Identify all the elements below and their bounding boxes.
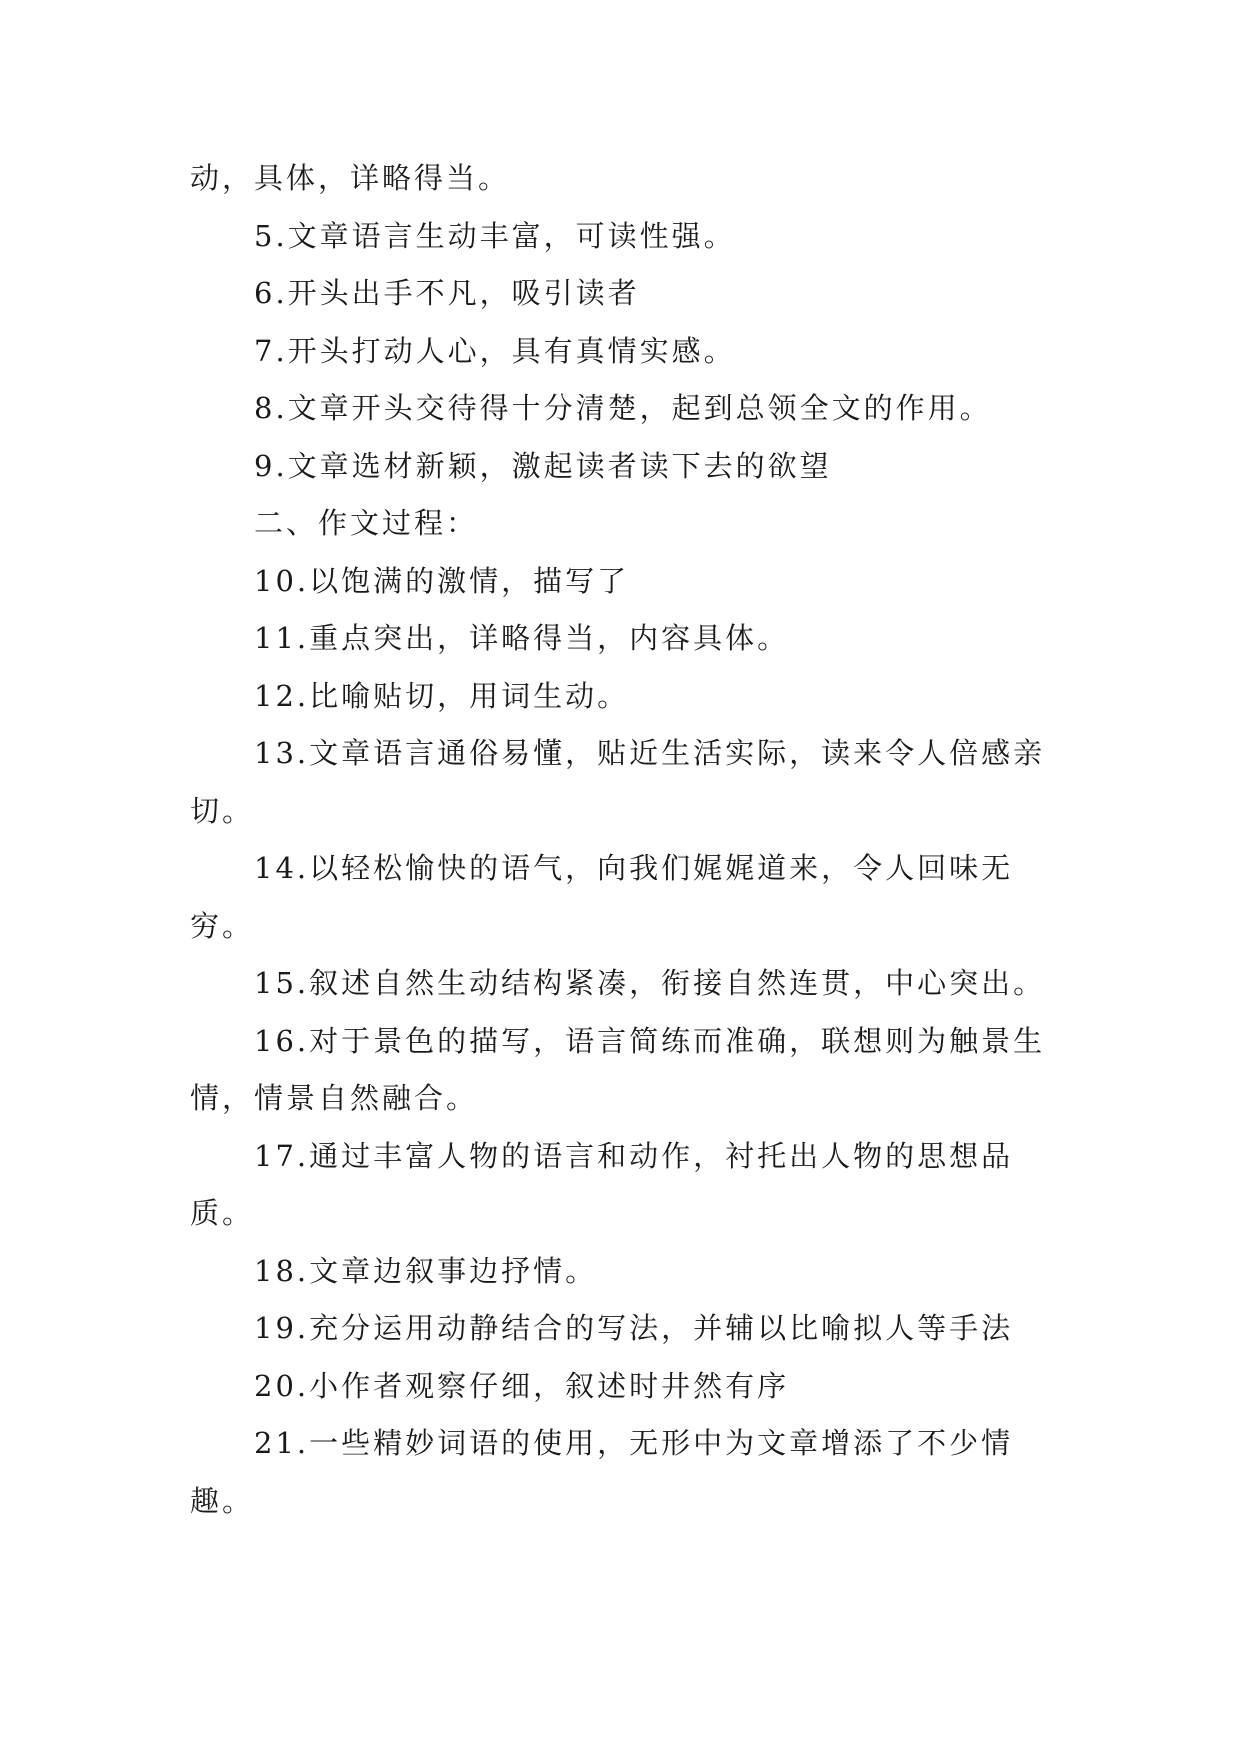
paragraph-continuation: 动，具体，详略得当。 xyxy=(190,161,511,195)
paragraph-item-6: 6.开头出手不凡，吸引读者 xyxy=(254,276,640,310)
paragraph-item-10: 10.以饱满的激情，描写了 xyxy=(254,563,630,598)
paragraph-item-15: 15.叙述自然生动结构紧凑，衔接自然连贯，中心突出。 xyxy=(254,966,1046,1000)
paragraph-item-18: 18.文章边叙事边抒情。 xyxy=(254,1253,598,1288)
paragraph-item-8: 8.文章开头交待得十分清楚，起到总领全文的作用。 xyxy=(254,391,992,425)
document-body xyxy=(190,150,1070,1530)
paragraph-item-20: 20.小作者观察仔细，叙述时井然有序 xyxy=(254,1368,790,1403)
paragraph-item-14: 14.以轻松愉快的语气，向我们娓娓道来，令人回味无穷。 xyxy=(190,851,1014,943)
paragraph-item-11: 11.重点突出，详略得当，内容具体。 xyxy=(254,621,790,655)
paragraph-item-21: 21.一些精妙词语的使用，无形中为文章增添了不少情趣。 xyxy=(190,1426,1014,1518)
paragraph-item-5: 5.文章语言生动丰富，可读性强。 xyxy=(254,218,736,253)
paragraph-item-7: 7.开头打动人心，具有真情实感。 xyxy=(254,333,736,368)
paragraph-item-13: 13.文章语言通俗易懂，贴近生活实际，读来令人倍感亲切。 xyxy=(190,736,1046,828)
paragraph-item-12: 12.比喻贴切，用词生动。 xyxy=(254,678,630,713)
paragraph-item-17: 17.通过丰富人物的语言和动作，衬托出人物的思想品质。 xyxy=(190,1138,1014,1230)
paragraph-item-19: 19.充分运用动静结合的写法，并辅以比喻拟人等手法 xyxy=(254,1311,1014,1345)
section-heading: 二、作文过程： xyxy=(254,506,479,540)
paragraph-item-16: 16.对于景色的描写，语言简练而准确，联想则为触景生情，情景自然融合。 xyxy=(190,1023,1046,1115)
paragraph-item-9: 9.文章选材新颖，激起读者读下去的欲望 xyxy=(254,448,832,483)
